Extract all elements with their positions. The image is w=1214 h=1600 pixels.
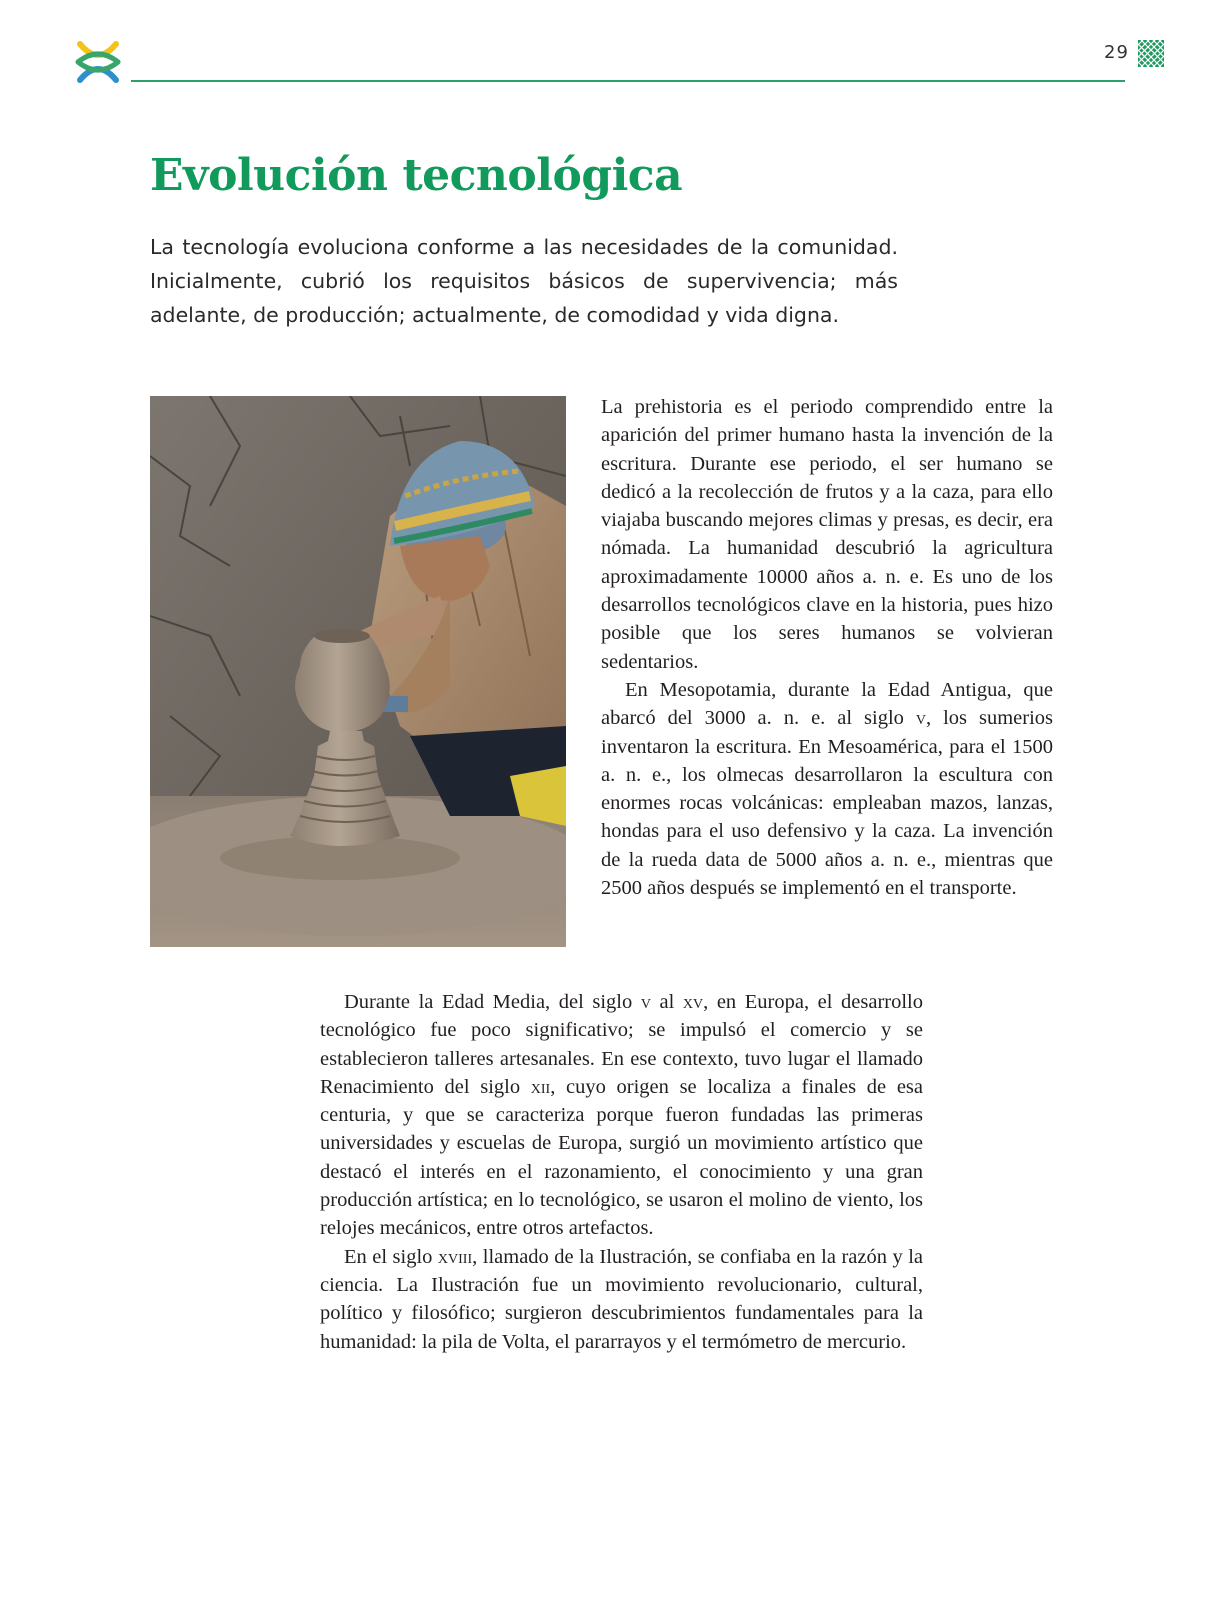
text-column-right (601, 393, 1053, 902)
paragraph-edad-media: Durante la Edad Media, del siglo v al xv, en Europa, el desarrollo tecnológico fue poco significativo; se impulsó el comercio y se establecieron talleres artesanales. En ese contexto, tuvo lugar el llamado Renacimiento del siglo xii, cuyo origen se localiza a finales de esa centuria, y que se caracteriza porque fueron fundadas las primeras universidades y escuelas de Europa, surgió un movimiento artístico que destacó el interés en el razonamiento, el conocimiento y una gran producción artística; en lo tecnológico, se usaron el molino de viento, los relojes mecánicos, entre otros artefactos. (320, 991, 924, 1240)
intro-paragraph: La tecnología evoluciona conforme a las necesidades de la comunidad. Inicialmente, cubrió los requisitos básicos de supervivencia; más adelante, de producción; actualmente, de comodidad y vida digna. (150, 235, 898, 327)
potter-photo (150, 396, 566, 947)
paragraph-mesopotamia: En Mesopotamia, durante la Edad Antigua, que abarcó del 3000 a. n. e. al siglo v, los sumerios inventaron la escritura. En Mesoamérica, para el 1500 a. n. e., los olmecas desarrollaron la escultura con enormes rocas volcánicas: empleaban mazos, lanzas, hondas para el uso defensivo y la caza. La invención de la rueda data de 5000 años a. n. e., mientras que 2500 años después se implementó en el transporte. (601, 678, 1053, 900)
paragraph-ilustracion: En el siglo xviii, llamado de la Ilustración, se confiaba en la razón y la ciencia. La Ilustración fue un movimiento revolucionario, cultural, político y filosófico; surgieron descubrimientos fundamentales para la humanidad: la pila de Volta, el pararrayos y el termómetro de mercurio. (320, 1245, 924, 1353)
text-column-bottom (320, 988, 923, 1356)
header-rule (131, 80, 1125, 82)
paragraph-prehistoria: La prehistoria es el periodo comprendido entre la aparición del primer humano hasta la invención de la escritura. Durante ese periodo, el ser humano se dedicó a la recolección de frutos y a la caza, para ello viajaba buscando mejores climas y presas, es decir, era nómada. La humanidad descubrió la agricultura aproximadamente 10000 años a. n. e. Es uno de los desarrollos tecnológicos clave en la historia, pues hizo posible que los seres humanos se volvieran sedentarios. (601, 396, 1053, 673)
corner-pattern-icon (1138, 40, 1164, 67)
page-number: 29 (1104, 42, 1129, 63)
logo-icon (74, 40, 122, 84)
page-title: Evolución tecnológica (150, 150, 683, 201)
